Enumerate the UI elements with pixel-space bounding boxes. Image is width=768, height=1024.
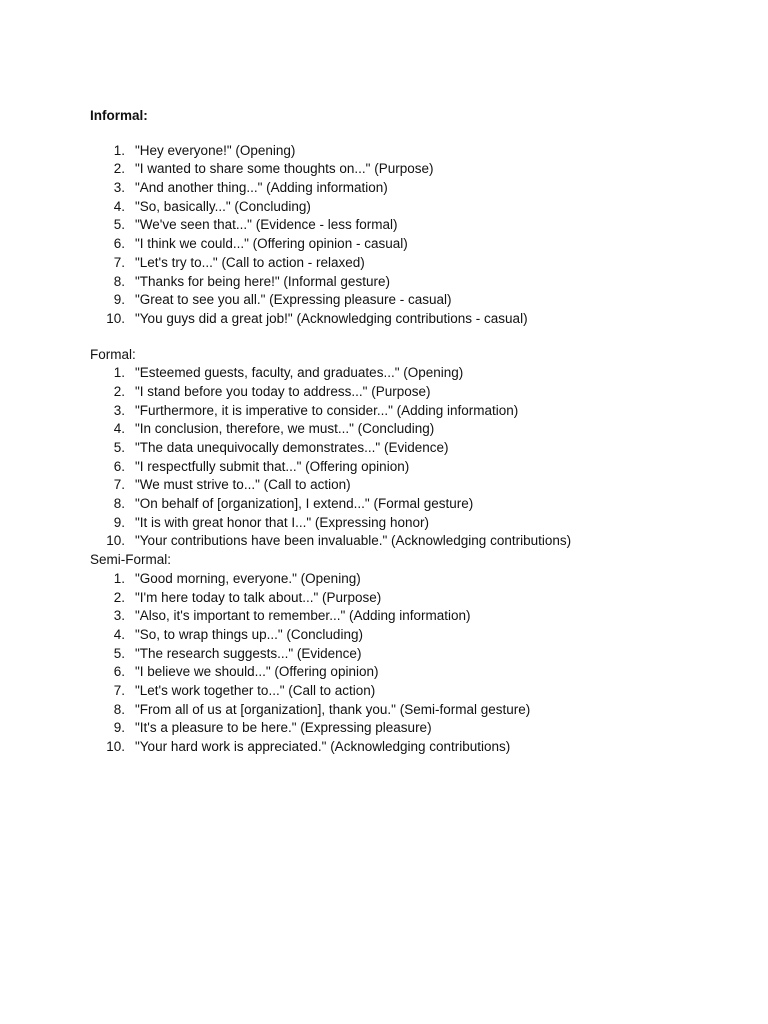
- list-item: [90, 420, 730, 439]
- list-item-number: 2.: [113, 589, 125, 605]
- list-item: [90, 570, 730, 589]
- list-item-number: 9.: [113, 720, 125, 736]
- list-item-number: 5.: [113, 440, 125, 455]
- list-item-number: 7.: [113, 254, 125, 270]
- list-item-text: "Great to see you all." (Expressing pleasure - casual): [135, 292, 452, 308]
- list-item: [90, 179, 730, 198]
- list-item-number: 7.: [113, 477, 125, 493]
- list-item: [90, 738, 730, 757]
- list-item-text: "It is with great honor that I..." (Expressing honor): [135, 514, 429, 530]
- list-item: [90, 626, 730, 645]
- list-item: [90, 235, 730, 254]
- list-item-text: "Let's try to..." (Call to action - relaxed): [135, 254, 365, 270]
- list-item-text: "Esteemed guests, faculty, and graduates..." (Opening): [135, 365, 464, 381]
- list-item-number: 4.: [113, 198, 125, 214]
- section-heading-semi-formal: Semi-Formal:: [90, 552, 172, 568]
- list-item-text: "Also, it's important to remember..." (Adding information): [135, 608, 471, 624]
- list-item-number: 3.: [113, 608, 125, 624]
- list-item-text: "I believe we should..." (Offering opinion): [135, 664, 379, 680]
- list-item: [90, 701, 730, 720]
- list-item: [90, 291, 730, 310]
- list-item: [90, 216, 730, 235]
- list-item: [90, 273, 730, 292]
- list-item-text: "I think we could..." (Offering opinion - casual): [135, 236, 408, 252]
- list-item-number: 3.: [113, 180, 125, 196]
- list-item: [90, 254, 730, 273]
- section-heading-informal: Informal:: [90, 108, 148, 123]
- list-item-text: "I stand before you today to address..." (Purpose): [135, 383, 431, 399]
- list-item-text: "The research suggests..." (Evidence): [135, 645, 362, 661]
- list-item: [90, 682, 730, 701]
- list-item-number: 7.: [113, 682, 125, 698]
- list-item-text: "I wanted to share some thoughts on..." (Purpose): [135, 161, 434, 177]
- list-item-number: 6.: [113, 664, 125, 680]
- list-item: [90, 142, 730, 161]
- list-item: [90, 719, 730, 738]
- list-item: [90, 310, 730, 329]
- list-item-number: 2.: [113, 161, 125, 177]
- list-item-text: "I'm here today to talk about..." (Purpose): [135, 589, 382, 605]
- list-item-number: 4.: [113, 421, 125, 437]
- document-content: [90, 107, 730, 757]
- list-item: [90, 589, 730, 608]
- list-item: [90, 402, 730, 421]
- list-item-text: "Your hard work is appreciated." (Acknowledging contributions): [135, 739, 511, 754]
- section-heading-formal: Formal:: [90, 346, 136, 362]
- list-item-text: "You guys did a great job!" (Acknowledging contributions - casual): [135, 310, 528, 326]
- list-item-number: 8.: [113, 701, 125, 717]
- list-item-text: "On behalf of [organization], I extend..." (Formal gesture): [135, 496, 474, 512]
- list-item: [90, 383, 730, 402]
- list-item-text: "Your contributions have been invaluable." (Acknowledging contributions): [135, 533, 572, 549]
- list-item-number: 5.: [113, 645, 125, 661]
- list-item-number: 9.: [113, 514, 125, 530]
- list-item-text: "We must strive to..." (Call to action): [135, 477, 351, 493]
- spacer: [90, 126, 730, 142]
- list-item-text: "In conclusion, therefore, we must..." (Concluding): [135, 421, 435, 437]
- list-informal: [90, 142, 730, 329]
- list-item-text: "Good morning, everyone." (Opening): [135, 570, 361, 586]
- list-item-number: 5.: [113, 217, 125, 233]
- list-item-number: 1.: [113, 365, 125, 381]
- list-formal: [90, 364, 730, 551]
- list-item-number: 8.: [113, 496, 125, 512]
- list-item-text: "Furthermore, it is imperative to consider..." (Adding information): [135, 402, 519, 418]
- list-item-text: "So, to wrap things up..." (Concluding): [135, 626, 363, 642]
- list-item-text: "Thanks for being here!" (Informal gesture): [135, 273, 390, 289]
- list-item-number: 6.: [113, 236, 125, 252]
- list-item-number: 1.: [113, 142, 125, 158]
- list-item: [90, 198, 730, 217]
- list-item-text: "Hey everyone!" (Opening): [135, 142, 296, 158]
- spacer: [90, 329, 730, 346]
- list-item: [90, 364, 730, 383]
- list-item-text: "From all of us at [organization], thank you." (Semi-formal gesture): [135, 701, 531, 717]
- list-item-text: "It's a pleasure to be here." (Expressing pleasure): [135, 720, 432, 736]
- list-item-number: 4.: [113, 626, 125, 642]
- list-item: [90, 476, 730, 495]
- list-item-number: 2.: [113, 383, 125, 399]
- list-item: [90, 160, 730, 179]
- list-item: [90, 645, 730, 664]
- list-item-text: "So, basically..." (Concluding): [135, 198, 311, 214]
- list-item-number: 3.: [113, 402, 125, 418]
- list-item-number: 10.: [106, 310, 125, 326]
- list-item-number: 10.: [106, 739, 125, 754]
- list-item: [90, 663, 730, 682]
- list-item: [90, 458, 730, 477]
- list-item-text: "And another thing..." (Adding information): [135, 180, 388, 196]
- list-item-number: 1.: [113, 570, 125, 586]
- list-item-text: "Let's work together to..." (Call to action): [135, 682, 376, 698]
- list-item-text: "We've seen that..." (Evidence - less formal): [135, 217, 398, 233]
- list-item-number: 9.: [113, 292, 125, 308]
- list-item: [90, 514, 730, 533]
- list-item: [90, 495, 730, 514]
- list-item-number: 10.: [106, 533, 125, 549]
- list-semi-formal: [90, 570, 730, 757]
- list-item-text: "The data unequivocally demonstrates..." (Evidence): [135, 440, 449, 455]
- list-item: [90, 532, 730, 551]
- list-item: [90, 439, 730, 458]
- list-item-number: 6.: [113, 458, 125, 474]
- list-item-text: "I respectfully submit that..." (Offering opinion): [135, 458, 410, 474]
- list-item-number: 8.: [113, 273, 125, 289]
- list-item: [90, 607, 730, 626]
